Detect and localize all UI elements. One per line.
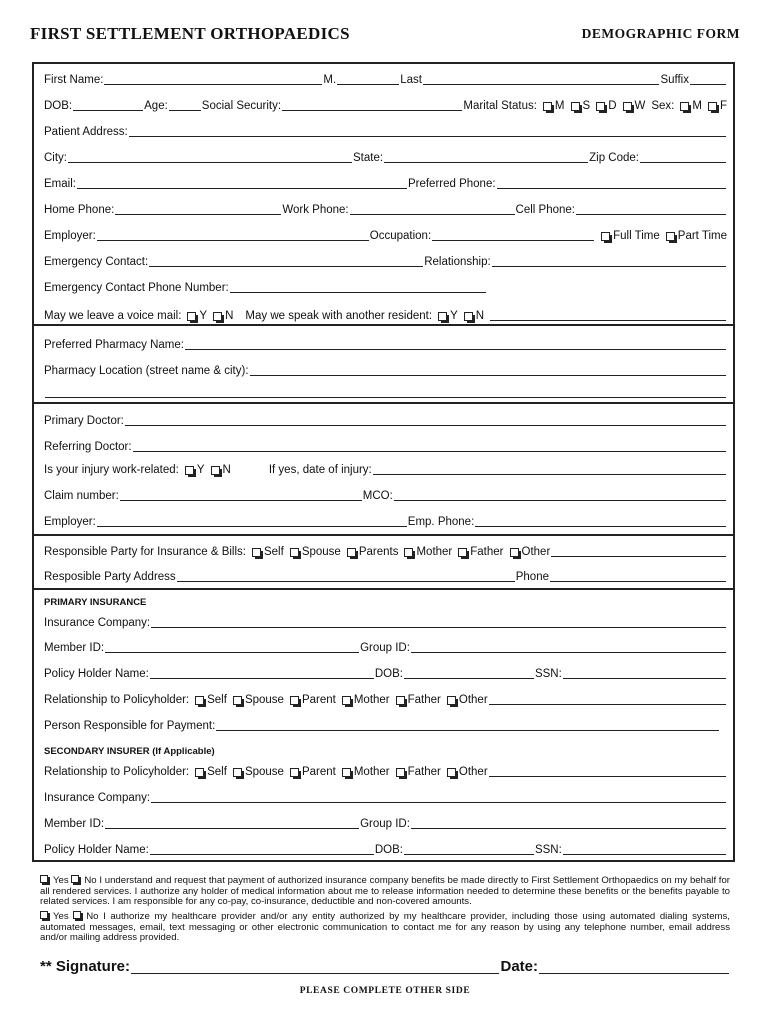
dob-field[interactable] — [73, 98, 143, 111]
form-title: FIRST SETTLEMENT ORTHOPAEDICS — [30, 24, 350, 43]
last-name-label: Last — [400, 74, 422, 86]
speak-n-label: N — [475, 310, 485, 322]
voicemail-y-label: Y — [199, 310, 208, 322]
secondary-dob-label: DOB: — [374, 844, 403, 856]
payment-consent-no-checkbox[interactable] — [71, 875, 79, 883]
injury-date-label: If yes, date of injury: — [268, 464, 372, 476]
address-field[interactable] — [129, 124, 726, 137]
primary-group-id-label: Group ID: — [360, 642, 410, 654]
marital-s-label: S — [582, 100, 591, 112]
sec-parent-label: Parent — [301, 766, 336, 778]
pri-parent-checkbox[interactable] — [290, 696, 299, 705]
sec-self-label: Self — [207, 766, 227, 778]
primary-holder-field[interactable] — [150, 666, 374, 679]
responsible-phone-label: Phone — [515, 571, 549, 583]
payment-consent-yes-label: Yes — [53, 875, 69, 886]
cell-phone-label: Cell Phone: — [515, 204, 575, 216]
preferred-phone-field[interactable] — [497, 176, 726, 189]
work-related-label: Is your injury work-related: — [44, 464, 179, 476]
marital-s-checkbox[interactable] — [571, 102, 580, 111]
age-field[interactable] — [169, 98, 201, 111]
pharmacy-name-field[interactable] — [185, 337, 726, 350]
pharmacy-location-field[interactable] — [250, 363, 726, 376]
dob-label: DOB: — [44, 100, 73, 112]
primary-relationship-label: Relationship to Policyholder: — [44, 694, 190, 706]
marital-m-label: M — [554, 100, 565, 112]
payment-consent-no-label: No — [84, 875, 97, 886]
address-label: Patient Address: — [44, 126, 128, 138]
primary-ssn-label: SSN: — [534, 668, 562, 680]
pri-other-checkbox[interactable] — [447, 696, 456, 705]
secondary-relationship-label: Relationship to Policyholder: — [44, 766, 190, 778]
primary-member-id-label: Member ID: — [44, 642, 105, 654]
voicemail-n-label: N — [225, 310, 234, 322]
primary-company-label: Insurance Company: — [44, 617, 151, 629]
resp-other-checkbox[interactable] — [510, 548, 519, 557]
payment-consent-text: I understand and request that payment of authorized insurance company benefits be made directly to First Settlement Orthopaedics on my behalf for all rendered services. I authorize any holder of medical information about me to release information needed to determine these benefits or the benefits payable to related services. I am responsible for any co-pay, co-insurance, deductible and non-covered amounts. — [40, 875, 731, 907]
sec-mother-label: Mother — [353, 766, 390, 778]
sex-m-label: M — [692, 100, 702, 112]
pri-spouse-label: Spouse — [244, 694, 284, 706]
claim-number-label: Claim number: — [44, 490, 119, 502]
emergency-phone-label: Emergency Contact Phone Number: — [44, 282, 229, 294]
sec-father-checkbox[interactable] — [396, 768, 405, 777]
primary-dob-field[interactable] — [404, 666, 534, 679]
sec-other-field[interactable] — [489, 764, 726, 777]
marital-d-checkbox[interactable] — [596, 102, 605, 111]
sec-other-checkbox[interactable] — [447, 768, 456, 777]
pri-self-checkbox[interactable] — [195, 696, 204, 705]
voicemail-n-checkbox[interactable] — [213, 312, 222, 321]
occupation-label: Occupation: — [369, 230, 432, 242]
secondary-company-field[interactable] — [151, 790, 726, 803]
sex-f-checkbox[interactable] — [708, 102, 717, 111]
part-time-checkbox[interactable] — [666, 232, 675, 241]
mco-label: MCO: — [362, 490, 393, 502]
contact-consent-yes-checkbox[interactable] — [40, 911, 48, 919]
work-related-y-label: Y — [196, 464, 205, 476]
pri-father-checkbox[interactable] — [396, 696, 405, 705]
work-phone-label: Work Phone: — [282, 204, 349, 216]
pri-mother-checkbox[interactable] — [342, 696, 351, 705]
part-time-label: Part Time — [677, 230, 727, 242]
resp-other-label: Other — [521, 546, 551, 558]
resp-spouse-label: Spouse — [301, 546, 341, 558]
emp-phone-field[interactable] — [475, 514, 726, 527]
full-time-label: Full Time — [613, 230, 660, 242]
pri-self-label: Self — [207, 694, 227, 706]
primary-company-field[interactable] — [151, 615, 726, 628]
primary-dob-label: DOB: — [374, 668, 403, 680]
contact-consent — [40, 911, 730, 944]
sec-spouse-checkbox[interactable] — [233, 768, 242, 777]
relationship-field[interactable] — [492, 254, 726, 267]
pharmacy-location-field-2[interactable] — [45, 385, 726, 398]
cell-phone-field[interactable] — [576, 202, 726, 215]
zip-label: Zip Code: — [589, 152, 639, 164]
primary-ssn-field[interactable] — [563, 666, 726, 679]
secondary-holder-label: Policy Holder Name: — [44, 844, 149, 856]
work-employer-field[interactable] — [97, 514, 407, 527]
relationship-label: Relationship: — [424, 256, 491, 268]
contact-consent-text: I authorize my healthcare provider and/or any entity authorized by my healthcare provider, including those using automated dialing systems, automated messages, email, text messaging or other electronic communication to contact me for any reason by using any telephone number, email address and/or mailing address provided. — [40, 911, 730, 943]
mi-field[interactable] — [337, 72, 399, 85]
mi-label: M. — [323, 74, 337, 86]
claim-number-field[interactable] — [120, 488, 362, 501]
resp-self-checkbox[interactable] — [252, 548, 261, 557]
pri-spouse-checkbox[interactable] — [233, 696, 242, 705]
sec-spouse-label: Spouse — [244, 766, 284, 778]
secondary-holder-field[interactable] — [150, 842, 374, 855]
sex-m-checkbox[interactable] — [680, 102, 689, 111]
pri-other-label: Other — [458, 694, 488, 706]
injury-date-field[interactable] — [373, 462, 726, 475]
resp-father-checkbox[interactable] — [458, 548, 467, 557]
signature-field[interactable] — [131, 957, 499, 974]
work-related-n-label: N — [222, 464, 231, 476]
suffix-field[interactable] — [690, 72, 726, 85]
sec-father-label: Father — [407, 766, 441, 778]
occupation-field[interactable] — [432, 228, 594, 241]
payment-responsible-field[interactable] — [216, 718, 719, 731]
employer-field[interactable] — [97, 228, 369, 241]
state-label: State: — [353, 152, 384, 164]
sex-label: Sex: — [651, 100, 675, 112]
responsible-party-label: Responsible Party for Insurance & Bills: — [44, 546, 246, 558]
secondary-ssn-label: SSN: — [534, 844, 562, 856]
signature-label: ** Signature: — [40, 958, 131, 975]
resp-spouse-checkbox[interactable] — [290, 548, 299, 557]
full-time-checkbox[interactable] — [601, 232, 610, 241]
first-name-field[interactable] — [104, 72, 322, 85]
resp-self-label: Self — [263, 546, 284, 558]
contact-consent-no-label: No — [86, 911, 99, 922]
date-label: Date: — [500, 958, 538, 975]
pharmacy-location-label: Pharmacy Location (street name & city): — [44, 365, 249, 377]
primary-holder-label: Policy Holder Name: — [44, 668, 149, 680]
resp-parents-checkbox[interactable] — [347, 548, 356, 557]
speak-resident-label: May we speak with another resident: — [245, 310, 433, 322]
speak-y-checkbox[interactable] — [438, 312, 447, 321]
email-field[interactable] — [77, 176, 407, 189]
secondary-group-id-field[interactable] — [411, 816, 726, 829]
primary-member-id-field[interactable] — [105, 640, 359, 653]
employer-label: Employer: — [44, 230, 96, 242]
secondary-member-id-label: Member ID: — [44, 818, 105, 830]
date-field[interactable] — [539, 957, 729, 974]
state-field[interactable] — [384, 150, 588, 163]
marital-w-label: W — [634, 100, 646, 112]
payment-consent — [40, 875, 730, 908]
footer-note: PLEASE COMPLETE OTHER SIDE — [299, 986, 471, 996]
pri-mother-label: Mother — [353, 694, 390, 706]
work-related-n-checkbox[interactable] — [211, 466, 220, 475]
preferred-phone-label: Preferred Phone: — [407, 178, 496, 190]
secondary-member-id-field[interactable] — [105, 816, 359, 829]
last-name-field[interactable] — [423, 72, 659, 85]
ssn-field[interactable] — [282, 98, 462, 111]
suffix-label: Suffix — [660, 74, 689, 86]
secondary-group-id-label: Group ID: — [360, 818, 410, 830]
emergency-contact-label: Emergency Contact: — [44, 256, 149, 268]
sec-mother-checkbox[interactable] — [342, 768, 351, 777]
secondary-ssn-field[interactable] — [563, 842, 726, 855]
primary-group-id-field[interactable] — [411, 640, 726, 653]
primary-insurance-title: PRIMARY INSURANCE — [44, 597, 147, 608]
form-type: DEMOGRAPHIC FORM — [581, 26, 740, 41]
work-related-y-checkbox[interactable] — [185, 466, 194, 475]
sec-self-checkbox[interactable] — [195, 768, 204, 777]
resp-father-label: Father — [470, 546, 504, 558]
marital-w-checkbox[interactable] — [623, 102, 632, 111]
voicemail-y-checkbox[interactable] — [187, 312, 196, 321]
responsible-address-field[interactable] — [177, 569, 515, 582]
age-label: Age: — [144, 100, 168, 112]
sec-parent-checkbox[interactable] — [290, 768, 299, 777]
referring-doctor-field[interactable] — [133, 439, 726, 452]
sec-other-label: Other — [458, 766, 488, 778]
first-name-label: First Name: — [44, 74, 104, 86]
primary-doctor-label: Primary Doctor: — [44, 415, 124, 427]
work-employer-label: Employer: — [44, 516, 96, 528]
pri-father-label: Father — [407, 694, 441, 706]
primary-doctor-field[interactable] — [125, 413, 726, 426]
referring-doctor-label: Referring Doctor: — [44, 441, 132, 453]
mco-field[interactable] — [394, 488, 726, 501]
secondary-dob-field[interactable] — [404, 842, 534, 855]
payment-responsible-label: Person Responsible for Payment: — [44, 720, 216, 732]
payment-consent-yes-checkbox[interactable] — [40, 875, 48, 883]
speak-n-checkbox[interactable] — [464, 312, 473, 321]
pharmacy-name-label: Preferred Pharmacy Name: — [44, 339, 184, 351]
marital-m-checkbox[interactable] — [543, 102, 552, 111]
city-field[interactable] — [68, 150, 352, 163]
speak-y-label: Y — [450, 310, 458, 322]
marital-d-label: D — [608, 100, 617, 112]
secondary-insurance-title: SECONDARY INSURER (If Applicable) — [44, 746, 215, 757]
secondary-company-label: Insurance Company: — [44, 792, 151, 804]
resp-other-field[interactable] — [551, 544, 726, 557]
responsible-phone-field[interactable] — [550, 569, 726, 582]
resp-mother-label: Mother — [416, 546, 453, 558]
pri-other-field[interactable] — [489, 692, 726, 705]
sex-f-label: F — [719, 100, 727, 112]
home-phone-field[interactable] — [115, 202, 281, 215]
marital-label: Marital Status: — [463, 100, 537, 112]
resp-parents-label: Parents — [358, 546, 399, 558]
ssn-label: Social Security: — [201, 100, 282, 112]
resp-mother-checkbox[interactable] — [404, 548, 413, 557]
contact-consent-no-checkbox[interactable] — [73, 911, 81, 919]
pri-parent-label: Parent — [301, 694, 336, 706]
zip-field[interactable] — [640, 150, 726, 163]
city-label: City: — [44, 152, 67, 164]
emp-phone-label: Emp. Phone: — [407, 516, 475, 528]
email-label: Email: — [44, 178, 76, 190]
work-phone-field[interactable] — [350, 202, 515, 215]
responsible-address-label: Resposible Party Address — [44, 571, 176, 583]
speak-resident-field[interactable] — [490, 308, 726, 321]
contact-consent-yes-label: Yes — [53, 911, 69, 922]
home-phone-label: Home Phone: — [44, 204, 115, 216]
voicemail-label: May we leave a voice mail: — [44, 310, 182, 322]
emergency-contact-field[interactable] — [149, 254, 423, 267]
emergency-phone-field[interactable] — [230, 280, 486, 293]
